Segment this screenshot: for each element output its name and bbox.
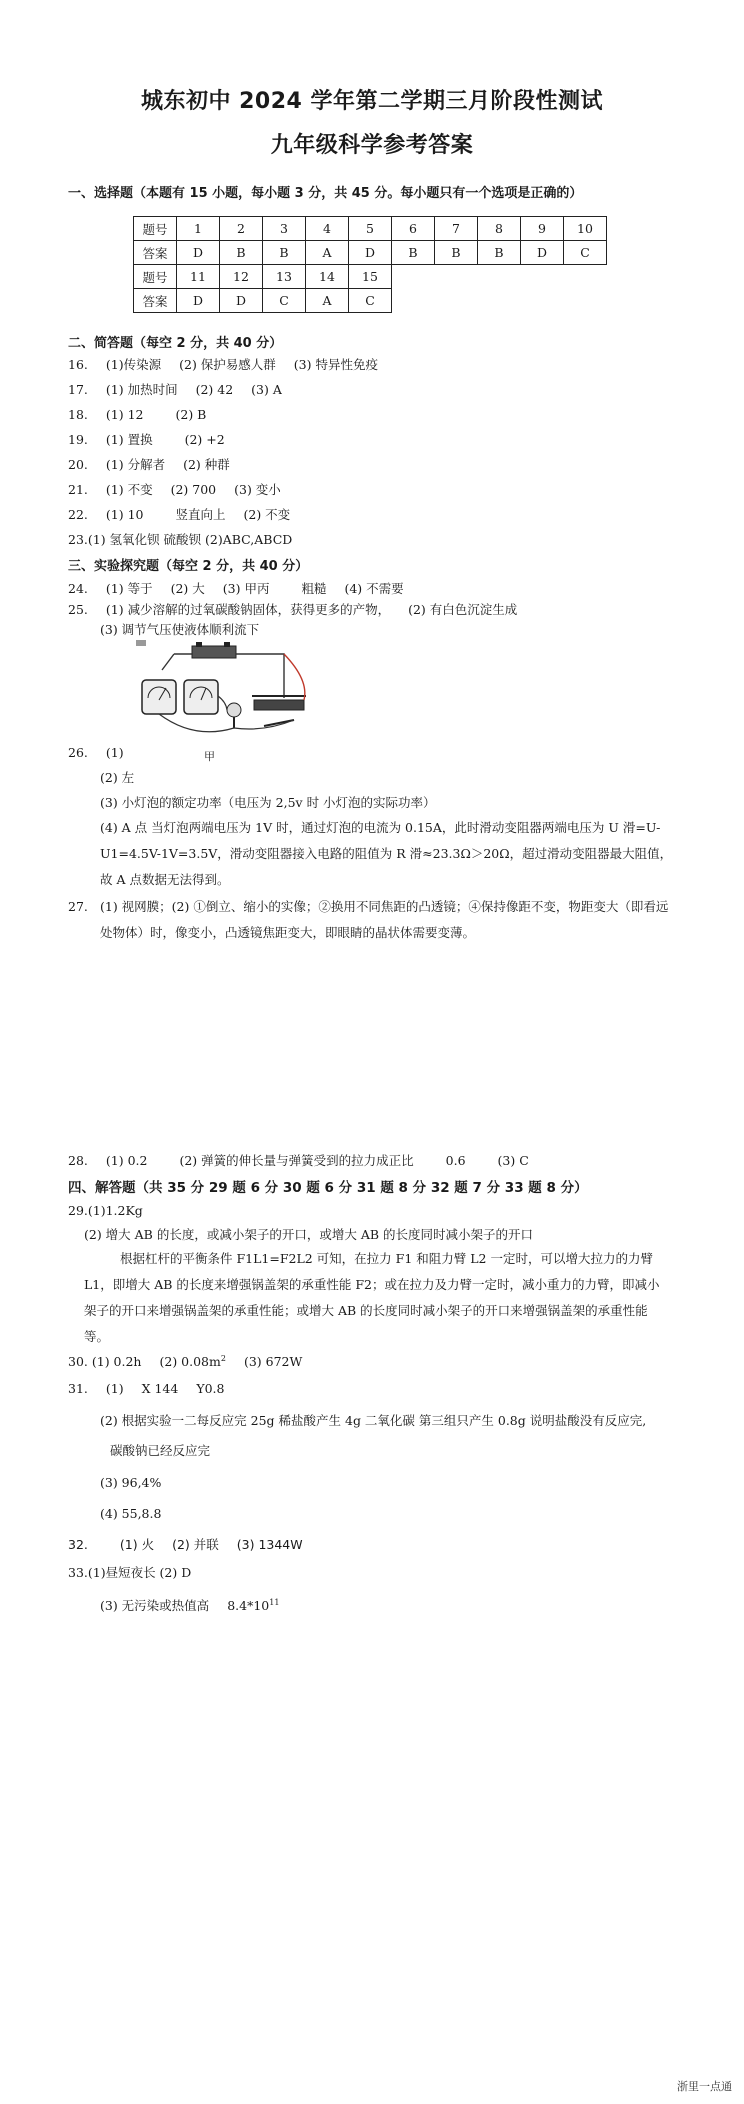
answer-33-line-2 xyxy=(100,1594,279,1615)
answer-26-line-3: (3) 小灯泡的额定功率（电压为 2,5v 时 小灯泡的实际功率） xyxy=(100,795,436,810)
answer-part: (2) 不变 xyxy=(243,507,291,522)
answer-part: (1) 等于 xyxy=(105,581,153,596)
answer-part: X 144 xyxy=(141,1381,179,1396)
answer-33-line-1: 33.(1)昼短夜长 (2) D xyxy=(68,1565,192,1580)
table-cell: 答案 xyxy=(134,241,177,265)
figure-label: 甲 xyxy=(204,750,215,763)
answer-part: (2) 42 xyxy=(195,382,234,397)
table-cell: 4 xyxy=(306,217,349,241)
question-number: 30. xyxy=(68,1354,88,1370)
answer-part: (1) 置换 xyxy=(105,432,153,447)
question-number: 21. xyxy=(68,482,88,497)
table-cell: A xyxy=(306,289,349,313)
answer-20 xyxy=(68,456,230,474)
answer-29-line-3: 根据杠杆的平衡条件 F1L1=F2L2 可知，在拉力 F1 和阻力臂 L2 一定时，可以增大拉力的力臂 L1，即增大 AB 的长度来增强锅盖架的承重性能 F2；或在拉力及力臂一定时，减小重力的力臂，即减小架子的开口来增强锅盖架的承重性能；或增大 AB 的长度同时减小架子的开口来增强锅盖架的承重性能等。 xyxy=(84,1251,660,1344)
answer-31-line-4: (4) 55,8.8 xyxy=(100,1506,162,1521)
wire xyxy=(218,696,227,710)
answer-part: Y0.8 xyxy=(196,1381,225,1396)
circuit-diagram-svg xyxy=(134,640,324,752)
answer-23: 23.(1) 氢氧化钡 硫酸钡 (2)ABC,ABCD xyxy=(68,532,293,547)
table-cell: 11 xyxy=(177,265,220,289)
table-cell: 9 xyxy=(521,217,564,241)
question-number: 25. xyxy=(68,602,88,617)
table-cell: 答案 xyxy=(134,289,177,313)
section-2-heading: 二、简答题（每空 2 分，共 40 分） xyxy=(68,336,283,351)
answer-31-line-2: (2) 根据实验一二每反应完 25g 稀盐酸产生 4g 二氧化碳 第三组只产生 0.8g 说明盐酸没有反应完, xyxy=(100,1413,647,1428)
table-cell: A xyxy=(306,241,349,265)
answer-part: (1) xyxy=(105,1381,124,1396)
table-cell: C xyxy=(349,289,392,313)
answer-part: (2) 有白色沉淀生成 xyxy=(408,602,518,617)
table-cell: 1 xyxy=(177,217,220,241)
answer-part: 竖直向上 xyxy=(175,507,226,522)
battery-box xyxy=(192,646,236,658)
answer-part: (2) B xyxy=(175,407,207,422)
answer-part: (2) +2 xyxy=(184,432,225,447)
answer-16 xyxy=(68,356,378,374)
answer-part: (3) A xyxy=(251,382,282,397)
answer-part: (2) 种群 xyxy=(183,457,230,472)
table-cell: C xyxy=(263,289,306,313)
table-cell: B xyxy=(263,241,306,265)
answer-part: 粗糙 xyxy=(301,581,327,596)
answer-26-line-4: (4) A 点 当灯泡两端电压为 1V 时，通过灯泡的电流为 0.15A，此时滑动变阻器两端电压为 U 滑=U-U1=4.5V-1V=3.5V，滑动变阻器接入电路的阻值为 R 滑≈23.3Ω＞20Ω，超过滑动变阻器最大阻值，故 A 点数据无法得到。 xyxy=(100,820,673,887)
table-row xyxy=(134,241,607,265)
section-4-heading: 四、解答题（共 35 分 29 题 6 分 30 题 6 分 31 题 8 分 32 题 7 分 33 题 8 分） xyxy=(68,1180,588,1196)
table-cell: 7 xyxy=(435,217,478,241)
answer-30 xyxy=(68,1350,302,1371)
table-cell: 3 xyxy=(263,217,306,241)
answer-part: (3) 变小 xyxy=(234,482,281,497)
answer-18 xyxy=(68,406,206,424)
table-row xyxy=(134,289,607,313)
table-cell: 2 xyxy=(220,217,263,241)
superscript: 11 xyxy=(269,1598,280,1607)
answer-17 xyxy=(68,381,282,399)
table-cell: D xyxy=(220,289,263,313)
question-number: 28. xyxy=(68,1153,88,1168)
table-row xyxy=(134,265,607,289)
table-cell: 13 xyxy=(263,265,306,289)
table-cell: 14 xyxy=(306,265,349,289)
watermark-footer: 浙里一点通 xyxy=(677,2080,732,2093)
voltmeter xyxy=(142,680,176,714)
table-cell: B xyxy=(435,241,478,265)
answer-25-line-1 xyxy=(68,601,517,619)
table-cell: 8 xyxy=(478,217,521,241)
answer-31-line-2b: 碳酸钠已经反应完 xyxy=(110,1443,211,1458)
answer-part: (2) 700 xyxy=(170,482,217,497)
answer-19 xyxy=(68,431,225,449)
answer-27-number: 27. xyxy=(68,899,88,914)
answer-part: (1) 10 xyxy=(105,507,144,522)
battery-terminal xyxy=(224,642,230,647)
answer-part: (3) 特异性免疫 xyxy=(293,357,378,372)
answer-26-line-2: (2) 左 xyxy=(100,770,135,785)
table-cell: 10 xyxy=(564,217,607,241)
question-number: 20. xyxy=(68,457,88,472)
table-row xyxy=(134,217,607,241)
question-number: 19. xyxy=(68,432,88,447)
exam-subtitle: 九年级科学参考答案 xyxy=(270,133,474,158)
answer-part: (1) 减少溶解的过氧碳酸钠固体，获得更多的产物， xyxy=(105,602,391,617)
wire xyxy=(159,714,294,732)
circuit-diagram xyxy=(134,640,324,763)
question-number: 17. xyxy=(68,382,88,397)
answer-26-line-1 xyxy=(68,744,124,762)
table-cell: 5 xyxy=(349,217,392,241)
lamp xyxy=(227,703,241,717)
section-1-heading: 一、选择题（本题有 15 小题，每小题 3 分，共 45 分。每小题只有一个选项是正确的） xyxy=(68,186,583,201)
ammeter xyxy=(184,680,218,714)
table-blank xyxy=(392,265,607,289)
answer-part: 8.4*10 xyxy=(227,1598,270,1614)
answer-28 xyxy=(68,1152,529,1170)
answer-27: (1) 视网膜；(2) ①倒立、缩小的实像；②换用不同焦距的凸透镜；④保持像距不变，物距变大（即看远处物体）时，像变小，凸透镜焦距变大，即眼睛的晶状体需要变薄。 xyxy=(100,899,669,940)
table-cell: B xyxy=(478,241,521,265)
answer-part: (2) 保护易感人群 xyxy=(179,357,276,372)
answer-32 xyxy=(68,1536,303,1554)
question-number: 18. xyxy=(68,407,88,422)
table-cell: B xyxy=(392,241,435,265)
question-number: 32. xyxy=(68,1537,88,1552)
table-cell: C xyxy=(564,241,607,265)
answer-part: (1)传染源 xyxy=(105,357,162,372)
battery-terminal xyxy=(196,642,202,647)
answer-29-line-2: (2) 增大 AB 的长度，或减小架子的开口，或增大 AB 的长度同时减小架子的开口 xyxy=(84,1227,534,1242)
answer-part: (3) 无污染或热值高 xyxy=(100,1598,210,1614)
answer-part: (1) 0.2 xyxy=(105,1153,148,1168)
answer-part: (2) 弹簧的伸长量与弹簧受到的拉力成正比 xyxy=(179,1153,414,1168)
question-number: 16. xyxy=(68,357,88,372)
answer-part: (1) xyxy=(105,745,124,760)
answer-part: (2) 0.08m xyxy=(159,1354,221,1370)
answer-part: 0.6 xyxy=(445,1153,466,1168)
answer-table xyxy=(133,216,607,313)
answer-part: (1) 加热时间 xyxy=(105,382,178,397)
table-cell: 12 xyxy=(220,265,263,289)
table-cell: 6 xyxy=(392,217,435,241)
answer-part: (1) 火 xyxy=(119,1537,155,1552)
table-cell: D xyxy=(349,241,392,265)
answer-part: (3) 甲丙 xyxy=(222,581,270,596)
answer-29-line-1: 29.(1)1.2Kg xyxy=(68,1203,143,1218)
answer-part: (3) C xyxy=(497,1153,529,1168)
question-number: 26. xyxy=(68,745,88,760)
answer-part: (4) 不需要 xyxy=(344,581,404,596)
table-cell: 题号 xyxy=(134,265,177,289)
superscript: 2 xyxy=(220,1354,226,1363)
answer-part: (1) 不变 xyxy=(105,482,153,497)
question-number: 31. xyxy=(68,1381,88,1396)
answer-part: (1) 12 xyxy=(105,407,144,422)
answer-21 xyxy=(68,481,281,499)
rheostat xyxy=(254,700,304,710)
answer-24 xyxy=(68,580,404,598)
question-number: 22. xyxy=(68,507,88,522)
table-cell: 题号 xyxy=(134,217,177,241)
table-cell: D xyxy=(521,241,564,265)
table-cell: D xyxy=(177,289,220,313)
question-number: 24. xyxy=(68,581,88,596)
answer-part: (2) 大 xyxy=(170,581,205,596)
answer-part: (2) 并联 xyxy=(172,1537,219,1552)
wire xyxy=(162,654,284,698)
figure-mark xyxy=(136,640,146,646)
answer-25-line-2: (3) 调节气压使液体顺利流下 xyxy=(100,622,260,637)
table-cell: 15 xyxy=(349,265,392,289)
answer-part: (3) 672W xyxy=(243,1354,303,1370)
answer-part: (3) 1344W xyxy=(236,1537,303,1552)
red-wire xyxy=(284,654,305,700)
answer-part: (1) 分解者 xyxy=(105,457,166,472)
answer-part: (1) 0.2h xyxy=(91,1354,142,1370)
table-blank xyxy=(392,289,607,313)
table-cell: D xyxy=(177,241,220,265)
section-3-heading: 三、实验探究题（每空 2 分，共 40 分） xyxy=(68,559,309,574)
table-cell: B xyxy=(220,241,263,265)
answer-31-line-3: (3) 96,4% xyxy=(100,1475,162,1490)
exam-title: 城东初中 2024 学年第二学期三月阶段性测试 xyxy=(140,89,604,114)
answer-31-line-1 xyxy=(68,1380,224,1398)
answer-22 xyxy=(68,506,290,524)
